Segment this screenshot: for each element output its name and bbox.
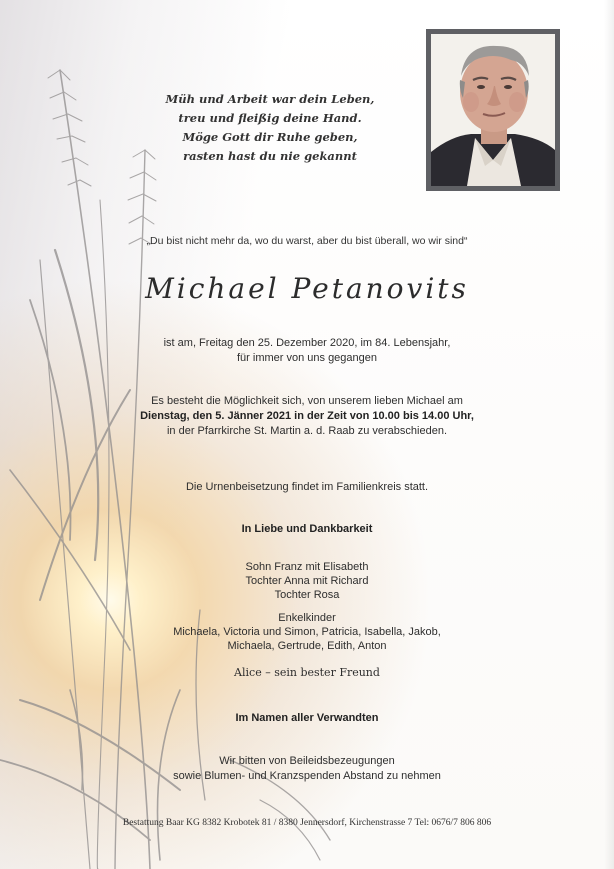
poem [150,90,390,166]
grandchildren-title: Enkelkinder [278,612,336,624]
condolence-request [0,754,614,784]
child-entry: Tochter Rosa [274,589,340,601]
quote: „Du bist nicht mehr da, wo du warst, aber du bist überall, wo wir sind“ [146,235,468,247]
request-line: sowie Blumen- und Kranzspenden Abstand zu nehmen [173,770,441,782]
grandchildren-section [0,611,614,653]
poem-line: rasten hast du nie gekannt [183,149,357,163]
in-love-heading: In Liebe und Dankbarkeit [241,523,373,535]
death-notice [0,336,614,366]
poem-line: Müh und Arbeit war dein Leben, [165,92,375,106]
best-friend: Alice – sein bester Freund [234,666,380,679]
funeral-home-footer: Bestattung Baar KG 8382 Krobotek 81 / 8380 Jennersdorf, Kirchenstrasse 7 Tel: 0676/7 806 806 [122,818,492,828]
poem-line: Möge Gott dir Ruhe geben, [182,130,358,144]
death-notice-line: für immer von uns gegangen [236,352,378,364]
child-entry: Sohn Franz mit Elisabeth [245,561,369,573]
children-list [0,560,614,602]
death-notice-line: ist am, Freitag den 25. Dezember 2020, im 84. Lebensjahr, [163,337,451,349]
deceased-name: Michael Petanovits [145,272,469,305]
grandchildren-line: Michaela, Gertrude, Edith, Anton [227,640,387,652]
farewell-line: in der Pfarrkirche St. Martin a. d. Raab zu verabschieden. [166,425,448,437]
grandchildren-line: Michaela, Victoria und Simon, Patricia, Isabella, Jakob, [173,626,441,638]
farewell-date-line: Dienstag, den 5. Jänner 2021 in der Zeit von 10.00 bis 14.00 Uhr, [140,410,474,422]
farewell-line: Es besteht die Möglichkeit sich, von unserem lieben Michael am [151,395,463,407]
portrait-photo [431,34,555,186]
child-entry: Tochter Anna mit Richard [245,575,369,587]
farewell-info [0,394,614,439]
request-line: Wir bitten von Beileidsbezeugungen [219,755,395,767]
urn-burial-notice: Die Urnenbeisetzung findet im Familienkreis statt. [185,481,429,493]
portrait-frame [426,29,560,191]
relatives-heading: Im Namen aller Verwandten [235,712,379,724]
poem-line: treu und fleißig deine Hand. [178,111,362,125]
